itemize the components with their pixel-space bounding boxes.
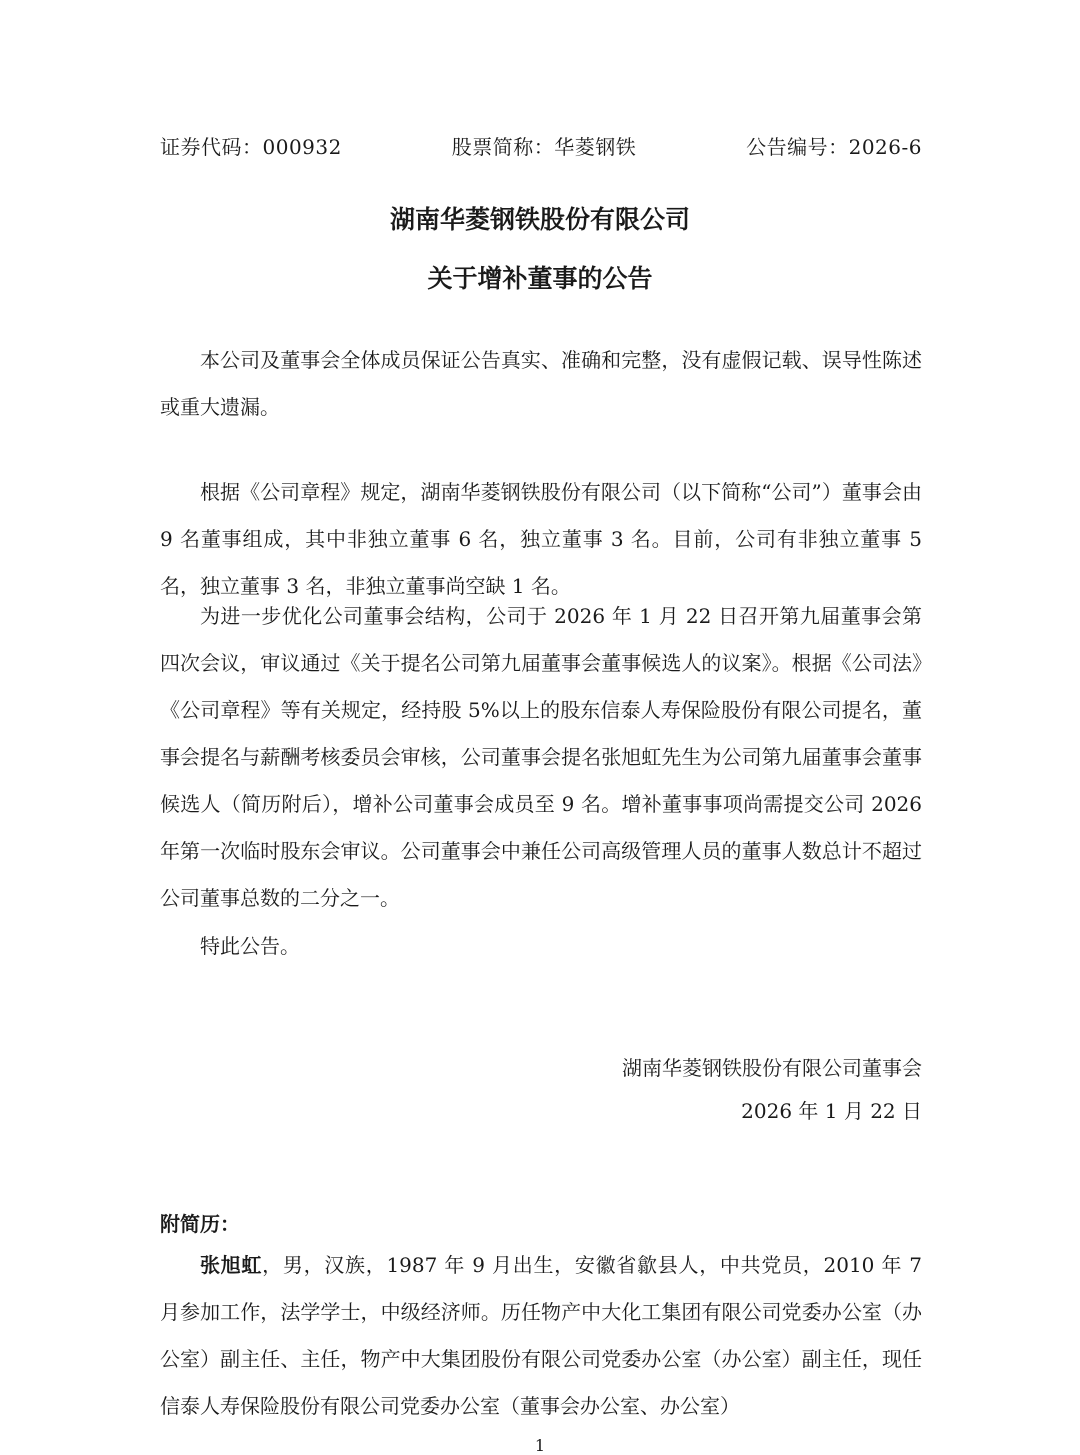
stock-short-name: 股票简称：华菱钢铁 bbox=[451, 135, 637, 159]
candidate-bio: ，男，汉族，1987 年 9 月出生，安徽省歙县人，中共党员，2010 年 7 月参加工作，法学学士，中级经济师。历任物产中大化工集团有限公司党委办公室（办公室）副主任、主任，物产中大集团股份有限公司党委办公室（办公室）副主任，现任信泰人寿保险股份有限公司党委办公室（董事会办公室、办公室） bbox=[160, 1253, 922, 1418]
notice-number: 公告编号：2026-6 bbox=[746, 135, 922, 159]
closing-text: 特此公告。 bbox=[200, 934, 300, 958]
signature-org: 湖南华菱钢铁股份有限公司董事会 bbox=[622, 1056, 922, 1080]
document-header bbox=[160, 131, 922, 160]
body-paragraph-2: 为进一步优化公司董事会结构，公司于 2026 年 1 月 22 日召开第九届董事会第四次会议，审议通过《关于提名公司第九届董事会董事候选人的议案》。根据《公司法》《公司章程》等有关规定，经持股 5%以上的股东信泰人寿保险股份有限公司提名，董事会提名与薪酬考核委员会审核，公司董事会提名张旭虹先生为公司第九届董事会董事候选人（简历附后），增补公司董事会成员至 9 名。增补董事事项尚需提交公司 2026 年第一次临时股东会审议。公司董事会中兼任公司高级管理人员的董事人数总计不超过公司董事总数的二分之一。 bbox=[160, 604, 922, 910]
attachment-heading: 附简历： bbox=[160, 1212, 240, 1236]
resume-paragraph bbox=[160, 1242, 922, 1430]
security-code: 证券代码：000932 bbox=[160, 135, 342, 159]
body-paragraph-1: 根据《公司章程》规定，湖南华菱钢铁股份有限公司（以下简称“公司”）董事会由 9 名董事组成，其中非独立董事 6 名，独立董事 3 名。目前，公司有非独立董事 5 名，独立董事 3 名，非独立董事尚空缺 1 名。 bbox=[160, 480, 922, 598]
signature-date: 2026 年 1 月 22 日 bbox=[741, 1099, 922, 1123]
statement-paragraph: 本公司及董事会全体成员保证公告真实、准确和完整，没有虚假记载、误导性陈述或重大遗漏。 bbox=[160, 348, 922, 419]
page-number: 1 bbox=[534, 1436, 546, 1455]
candidate-name: 张旭虹 bbox=[200, 1253, 263, 1277]
title-subject: 关于增补董事的公告 bbox=[427, 264, 653, 293]
title-company: 湖南华菱钢铁股份有限公司 bbox=[389, 205, 690, 234]
